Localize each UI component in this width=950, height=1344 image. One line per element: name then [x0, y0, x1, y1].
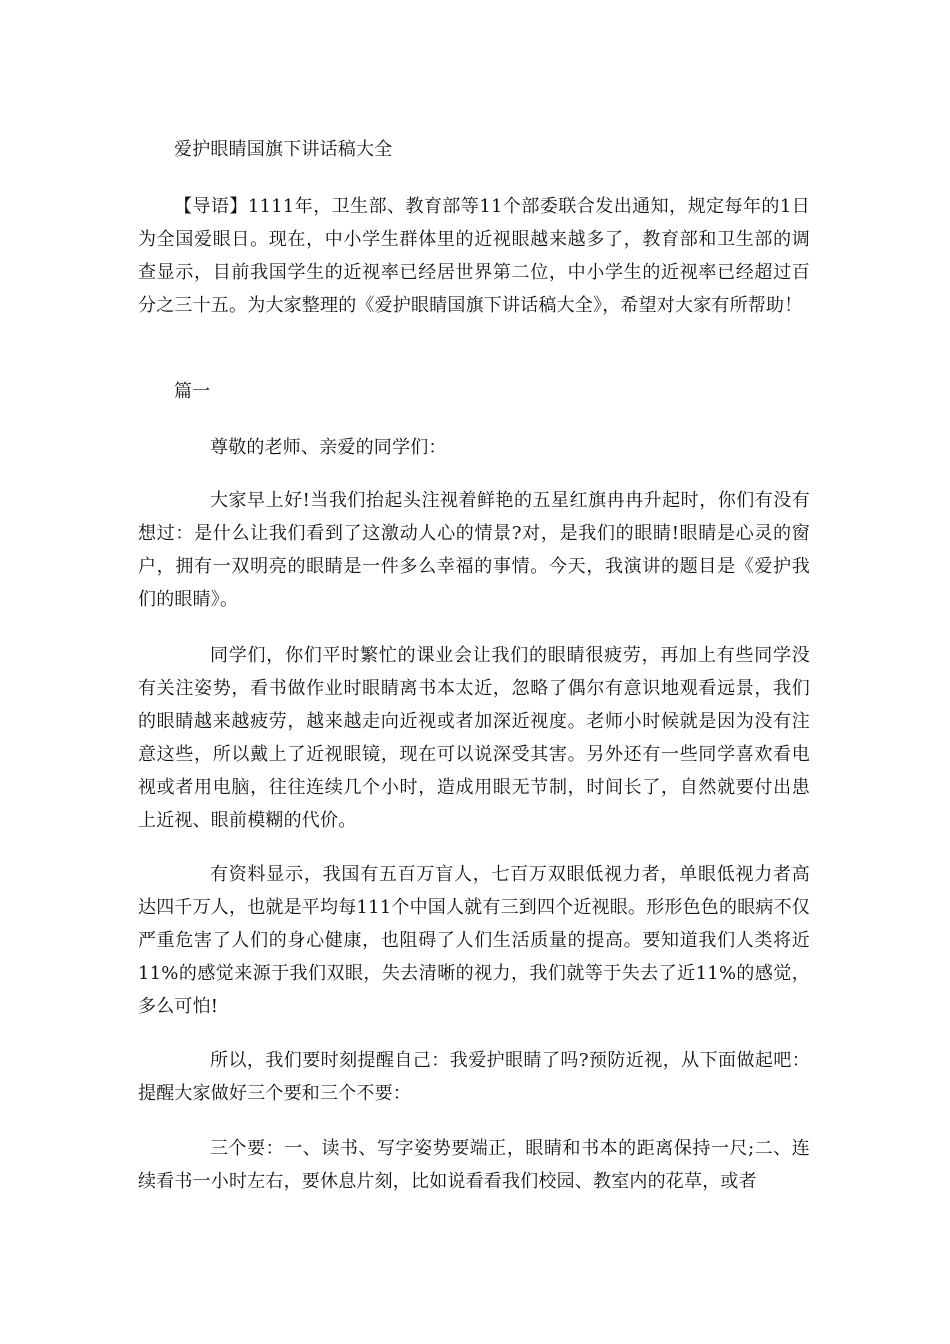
paragraph-3: 有资料显示，我国有五百万盲人，七百万双眼低视力者，单眼低视力者高达四千万人，也就是平均每111个中国人就有三到四个近视眼。形形色色的眼病不仅严重危害了人们的身心健康，也阻碍了人们生活质量的提高。要知道我们人类将近11%的感觉来源于我们双眼，失去清晰的视力，我们就等于失去了近11%的感觉，多么可怕! [138, 864, 810, 1017]
greeting-line: 尊敬的老师、亲爱的同学们： [210, 437, 447, 458]
paragraph-4: 所以，我们要时刻提醒自己：我爱护眼睛了吗?预防近视，从下面做起吧：提醒大家做好三个要和三个不要： [138, 1050, 810, 1104]
paragraph-2: 同学们，你们平时繁忙的课业会让我们的眼睛很疲劳，再加上有些同学没有关注姿势，看书做作业时眼睛离书本太近，忽略了偶尔有意识地观看远景，我们的眼睛越来越疲劳，越来越走向近视或者加深近视度。老师小时候就是因为没有注意这些，所以戴上了近视眼镜，现在可以说深受其害。另外还有一些同学喜欢看电视或者用电脑，往往连续几个小时，造成用眼无节制，时间长了，自然就要付出患上近视、眼前模糊的代价。 [138, 645, 810, 831]
document-title: 爱护眼睛国旗下讲话稿大全 [174, 139, 393, 160]
intro-paragraph: 【导语】1111年，卫生部、教育部等11个部委联合发出通知，规定每年的1日为全国爱眼日。现在，中小学生群体里的近视眼越来越多了，教育部和卫生部的调查显示，目前我国学生的近视率已经居世界第二位，中小学生的近视率已经超过百分之三十五。为大家整理的《爱护眼睛国旗下讲话稿大全》，希望对大家有所帮助！ [138, 196, 810, 316]
section-title: 篇一 [174, 381, 211, 402]
paragraph-1: 大家早上好!当我们抬起头注视着鲜艳的五星红旗冉冉升起时，你们有没有想过：是什么让我们看到了这激动人心的情景?对，是我们的眼睛!眼睛是心灵的窗户，拥有一双明亮的眼睛是一件多么幸福的事情。今天，我演讲的题目是《爱护我们的眼睛》。 [138, 490, 810, 610]
paragraph-5: 三个要：一、读书、写字姿势要端正，眼睛和书本的距离保持一尺;二、连续看书一小时左右，要休息片刻，比如说看看我们校园、教室内的花草，或者 [138, 1138, 810, 1192]
